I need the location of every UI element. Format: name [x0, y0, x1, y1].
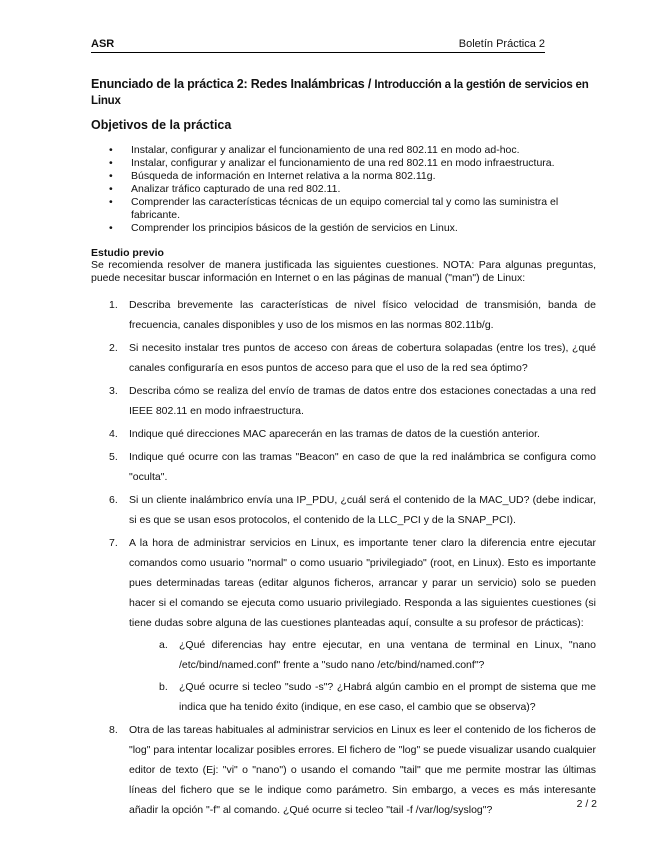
- questions-list: [91, 295, 596, 823]
- question-item: [91, 424, 596, 444]
- document-title: [91, 77, 596, 109]
- objectives-heading: Objetivos de la práctica: [91, 118, 232, 132]
- question-item: [91, 490, 596, 530]
- question-text: Indique qué direcciones MAC aparecerán en las tramas de datos de la cuestión anterior.: [129, 428, 540, 440]
- subquestion-item: [141, 635, 596, 675]
- study-heading: Estudio previo: [91, 247, 164, 259]
- question-number: 8.: [109, 724, 118, 736]
- subquestion-item: [141, 677, 596, 717]
- question-item: [91, 381, 596, 421]
- objectives-list: [91, 144, 596, 235]
- question-number: 7.: [109, 537, 118, 549]
- study-intro: Se recomienda resolver de manera justificada las siguientes cuestiones. NOTA: Para algunas preguntas, puede necesitar buscar información en Internet o en las páginas de manual ("man") de Linux:: [91, 259, 596, 284]
- question-item: [91, 295, 596, 335]
- subquestion-text: ¿Qué ocurre si tecleo "sudo -s"? ¿Habrá algún cambio en el prompt de sistema que me indica que ha tenido éxito (indique, en ese caso, el cambio que se observa)?: [179, 681, 596, 713]
- header-course: ASR: [91, 38, 115, 50]
- question-item: [91, 338, 596, 378]
- list-item: • Analizar tráfico capturado de una red 802.11.: [91, 183, 596, 196]
- title-separator: /: [364, 77, 375, 91]
- subquestion-letter: b.: [159, 681, 168, 693]
- question-number: 3.: [109, 385, 118, 397]
- question-number: 1.: [109, 299, 118, 311]
- subquestion-text: ¿Qué diferencias hay entre ejecutar, en una ventana de terminal en Linux, "nano /etc/bind/named.conf" frente a "sudo nano /etc/bind/named.conf"?: [179, 639, 596, 671]
- list-item: • Instalar, configurar y analizar el funcionamiento de una red 802.11 en modo ad-hoc.: [91, 144, 596, 157]
- question-text: Otra de las tareas habituales al administrar servicios en Linux es leer el contenido de los ficheros de "log" para intentar localizar posibles errores. El fichero de "log" se puede visualizar usando cualquier editor de texto (Ej: "vi" o "nano") o usando el comando "tail" que me permite mostrar las últimas líneas del fichero que se le indique como parámetro. Sin embargo, a veces es más interesante añadir la opción "-f" al comando. ¿Qué ocurre si tecleo "tail -f /var/log/syslog"?: [129, 724, 596, 816]
- list-item: • Comprender los principios básicos de la gestión de servicios en Linux.: [91, 222, 596, 235]
- subquestion-letter: a.: [159, 639, 168, 651]
- page-number: 2 / 2: [576, 798, 597, 810]
- question-number: 4.: [109, 428, 118, 440]
- question-text: Si un cliente inalámbrico envía una IP_PDU, ¿cuál será el contenido de la MAC_UD? (debe indicar, si es que se usan esos protocolos, el contenido de la LLC_PCI y de la SNAP_PCI).: [129, 494, 596, 526]
- question-item: [91, 447, 596, 487]
- list-item: • Comprender las características técnicas de un equipo comercial tal y como las suministra el fabricante.: [91, 196, 596, 222]
- question-number: 6.: [109, 494, 118, 506]
- title-main: Enunciado de la práctica 2: Redes Inalámbricas: [91, 77, 365, 91]
- header-doc-title: Boletín Práctica 2: [458, 38, 545, 50]
- title-subtitle: Introducción a la gestión de servicios en Linux: [91, 79, 589, 107]
- question-text: A la hora de administrar servicios en Linux, es importante tener claro la diferencia entre ejecutar comandos como usuario "normal" o como usuario "privilegiado" (root, en Linux). Esto es importante pues determinadas tareas (editar algunos ficheros, arrancar y parar un servicio) solo se pueden hacer si el comando se ejecuta como usuario privilegiado. Responda a las siguientes cuestiones (si tiene dudas sobre alguna de las cuestiones planteadas aquí, consulte a su profesor de prácticas):: [129, 537, 596, 629]
- question-text: Si necesito instalar tres puntos de acceso con áreas de cobertura solapadas (entre los tres), ¿qué canales configuraría en esos puntos de acceso para que el uso de la red sea óptimo?: [129, 342, 596, 374]
- list-item: • Instalar, configurar y analizar el funcionamiento de una red 802.11 en modo infraestructura.: [91, 157, 596, 170]
- question-item: [91, 533, 596, 717]
- question-text: Describa cómo se realiza del envío de tramas de datos entre dos estaciones conectadas a una red IEEE 802.11 en modo infraestructura.: [129, 385, 596, 417]
- question-item: [91, 720, 596, 820]
- question-text: Indique qué ocurre con las tramas "Beacon" en caso de que la red inalámbrica se configura como "oculta".: [129, 451, 596, 483]
- subquestions-list: [129, 635, 596, 717]
- question-number: 2.: [109, 342, 118, 354]
- list-item: • Búsqueda de información en Internet relativa a la norma 802.11g.: [91, 170, 596, 183]
- page-header: [91, 38, 545, 53]
- question-text: Describa brevemente las características de nivel físico velocidad de transmisión, banda de frecuencia, canales disponibles y uso de los mismos en las normas 802.11b/g.: [129, 299, 596, 331]
- question-number: 5.: [109, 451, 118, 463]
